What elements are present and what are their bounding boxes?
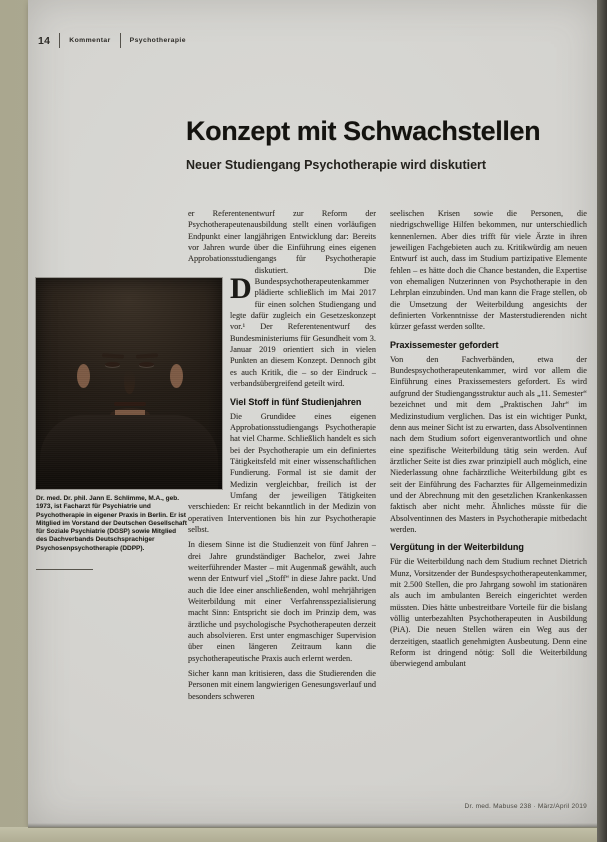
paragraph: Für die Weiterbildung nach dem Studium rechnet Dietrich Munz, Vorsitzender der Bundespsychotherapeutenkammer, mit 2.500 Stellen, die pro Jahrgang sowohl im stationären als auch im ambulanten Bereich eingerichtet werden müssten. Dies hätte unbestreitbare Vorteile für die bislang völlig unterbezahlten Psychotherapeuten in Ausbildung (PiA). Die neuen Stellen wären ein Weg aus der derzeitigen, staatlich genehmigten Ausbeutung. Denn eine Reform ist dringend nötig: Soll die Weiterbildung überwiegend ambulant <box>390 557 587 669</box>
header-divider <box>120 33 121 48</box>
page-number: 14 <box>38 34 51 47</box>
article-subtitle: Neuer Studiengang Psychotherapie wird diskutiert <box>186 158 487 172</box>
photo-caption: Dr. med. Dr. phil. Jann E. Schlimme, M.A., geb. 1973, ist Facharzt für Psychiatrie und Psychotherapie in eigener Praxis in Berlin. Er ist Mitglied im Vorstand der Deutschen Gesellschaft für Soziale Psychiatrie (DGSP) sowie Mitglied des Dachverbands Deutschsprachiger Psychosenpsychotherapie (DDPP). <box>36 495 187 552</box>
running-header <box>38 33 186 48</box>
margin-band-bottom <box>0 827 598 842</box>
drop-cap: D <box>230 272 252 305</box>
paragraph: Von den Fachverbänden, etwa der Bundespsychotherapeutenkammer, wird vor allem die Einführung eines Praxissemesters gefordert. Es wird aufgrund der Studiengangsstruktur auch als „11. Semester“ bezeichnet und mit dem „Praktischen Jahr“ im Medizinstudium verglichen. Das ist ein wichtiger Punkt, denn aus meiner Sicht ist zu erwarten, dass Absolventinnen nach dem Studium sofort eigenverantwortlich und ohne eine spezifische Weiterbildung tätig sein werden. Auf ärztlicher Seite ist dies zwar prinzipiell auch möglich, eine Niederlassung ohne fachärztliche Weiterbildung gibt es seit der Einführung des Facharztes für Allgemeinmedizin und der Abrechnung mit den gesetzlichen Krankenkassen faktisch aber nicht mehr. Ähnliches müsste für die Absolventinnen des Masters in Psychotherapie mitbedacht werden. <box>390 354 587 534</box>
topic-label: Psychotherapie <box>129 37 186 44</box>
paragraph: seelischen Krisen sowie die Personen, die niedrigschwellige Hilfen bekommen, nur unterschiedlich kennenlernen. Aber dies trifft für viele Ärzte in ihren jeweiligen Fachgebieten auch zu. Kritikwürdig am neuen Entwurf ist auch, dass im Studium partizipative Elemente fehlen – es hätte doch die Chance bestanden, die Expertise von ehemaligen Nutzerinnen von Psychotherapie in den Lehrplan einzubinden. Und man kann die Frage stellen, ob die Umsetzung der Weiterbildung angesichts der definierten Vorkenntnisse der Masterstudierenden nicht kürzer gefasst werden sollte. <box>390 209 587 332</box>
intro-text: er Referentenentwurf zur Reform der Psychotherapeutenausbildung stellt einen vorläufigen Endpunkt einer langjährigen Entwicklung dar: Bereits vor Jahren wurde über die Einführung eines eigenen Approbationsstudiengangs für Psychotherapie diskutiert. Die Bundespsychotherapeutenkammer plädierte schließlich im Mai 2017 für einen solchen Studiengang und legte dafür zugleich ein Gesetzeskonzept vor.¹ Der Referentenentwurf des Bundesministeriums für Gesundheit vom 3. Januar 2019 orientiert sich in vielen Punkten an diesem Konzept. Dennoch gibt es auch Kritik, die – so der Eindruck – verbandsübergreifend geteilt wird. <box>188 209 376 389</box>
subheading-verguetung: Vergütung in der Weiterbildung <box>390 542 524 553</box>
header-divider <box>59 33 60 48</box>
text-column-right <box>390 208 587 822</box>
subheading-praxissemester: Praxissemester gefordert <box>390 339 499 350</box>
page-bottom-shadow <box>28 823 598 828</box>
paragraph: Sicher kann man kritisieren, dass die Studierenden die Personen mit einem langwierigen Genesungsverlauf und besonders schweren <box>188 669 376 701</box>
journal-footer: Dr. med. Mabuse 238 · März/April 2019 <box>464 803 587 810</box>
paragraph: In diesem Sinne ist die Studienzeit von fünf Jahren – drei Jahre grundständiger Bachelor, zwei Jahre weiterführender Master – mit Augenmaß gewählt, auch wenn der Entwurf viel „Stoff“ in diese Jahre packt. Und auch die Idee einer anschließenden, wohl mehrjährigen Weiterbildung mit einer Verfahrensspezialisierung macht Sinn: Entspricht sie doch im Prinzip dem, was ärztliche und psychologische Psychotherapeuten derzeit auch absolvieren. Erst unter engmaschiger Supervision über einen längeren Zeitraum kann die psychotherapeutische Praxis auch erlernt werden. <box>188 540 376 663</box>
section-label: Kommentar <box>69 37 111 44</box>
page-edge-right <box>597 0 607 842</box>
article-title: Konzept mit Schwachstellen <box>186 116 541 146</box>
caption-rule <box>36 569 93 570</box>
text-column-middle <box>188 208 376 822</box>
wrap-spacer <box>188 274 230 490</box>
paragraph: Die Grundidee eines eigenen Approbationsstudiengangs Psychotherapie hat viel Charme. Schließlich handelt es sich bei der Psychotherapie um ein definiertes Tätigkeitsfeld mit einer wissenschaftlichen Fundierung. Formal ist sie damit der Medizin vergleichbar, freilich ist der Umfang der jeweiligen Tätigkeiten verschieden: Er reicht bekanntlich in der Medizin von operativen Interventionen bis hin zur Psychotherapie selbst. <box>188 411 376 534</box>
subheading-viel-stoff: Viel Stoff in fünf Studienjahren <box>230 396 362 407</box>
